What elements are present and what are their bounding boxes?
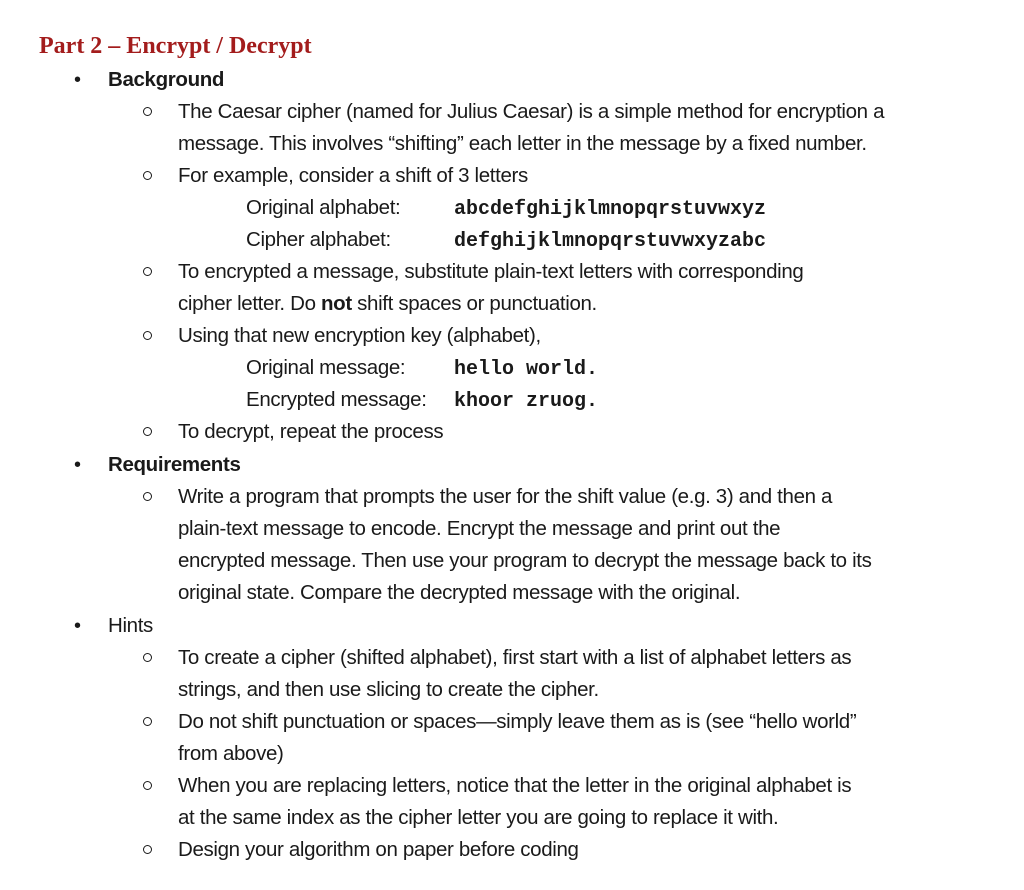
bullet-icon: •: [74, 454, 82, 476]
requirements-heading: Requirements: [108, 453, 241, 476]
hints-item-3-line-1: When you are replacing letters, notice that the letter in the original alphabet is: [178, 774, 852, 797]
original-alphabet-label: Original alphabet:: [246, 196, 401, 219]
encrypted-message-label: Encrypted message:: [246, 388, 427, 411]
circle-bullet-icon: [143, 492, 152, 501]
circle-bullet-icon: [143, 845, 152, 854]
cipher-alphabet-value: defghijklmnopqrstuvwxyzabc: [454, 230, 767, 253]
hints-item-2-line-2: from above): [178, 742, 284, 765]
requirements-item-1-line-2: plain-text message to encode. Encrypt the message and print out the: [178, 517, 781, 540]
background-heading: Background: [108, 68, 225, 91]
requirements-item-1-line-1: Write a program that prompts the user for the shift value (e.g. 3) and then a: [178, 485, 833, 508]
circle-bullet-icon: [143, 171, 152, 180]
circle-bullet-icon: [143, 267, 152, 276]
section-title: Part 2 – Encrypt / Decrypt: [39, 33, 312, 59]
encrypted-message-row: [246, 384, 598, 418]
bullet-icon: •: [74, 69, 82, 91]
bullet-icon: •: [74, 615, 82, 637]
original-alphabet-row: [246, 192, 766, 226]
original-message-label: Original message:: [246, 356, 406, 379]
hints-item-1-line-1: To create a cipher (shifted alphabet), first start with a list of alphabet letters as: [178, 646, 852, 669]
original-alphabet-value: abcdefghijklmnopqrstuvwxyz: [454, 198, 767, 221]
encrypted-message-value: khoor zruog.: [454, 390, 599, 413]
background-item-4: Using that new encryption key (alphabet),: [178, 324, 541, 347]
background-item-1-line-1: The Caesar cipher (named for Julius Caesar) is a simple method for encryption a: [178, 100, 885, 123]
background-item-5: To decrypt, repeat the process: [178, 420, 444, 443]
background-item-2: For example, consider a shift of 3 letters: [178, 164, 528, 187]
circle-bullet-icon: [143, 781, 152, 790]
hints-item-1-line-2: strings, and then use slicing to create the cipher.: [178, 678, 599, 701]
hints-item-4: Design your algorithm on paper before coding: [178, 838, 579, 861]
requirements-item-1-line-4: original state. Compare the decrypted message with the original.: [178, 581, 741, 604]
item-3-text-bold: not: [320, 292, 352, 315]
background-item-3-line-2: [178, 288, 597, 320]
circle-bullet-icon: [143, 107, 152, 116]
hints-item-2-line-1: Do not shift punctuation or spaces—simply leave them as is (see “hello world”: [178, 710, 857, 733]
item-3-text-pre: cipher letter. Do: [178, 292, 321, 315]
circle-bullet-icon: [143, 331, 152, 340]
circle-bullet-icon: [143, 427, 152, 436]
hints-item-3-line-2: at the same index as the cipher letter you are going to replace it with.: [178, 806, 779, 829]
hints-heading: Hints: [108, 614, 153, 637]
original-message-value: hello world.: [454, 358, 599, 381]
cipher-alphabet-label: Cipher alphabet:: [246, 228, 391, 251]
background-item-1-line-2: message. This involves “shifting” each letter in the message by a fixed number.: [178, 132, 867, 155]
background-item-3-line-1: To encrypted a message, substitute plain-text letters with corresponding: [178, 260, 804, 283]
item-3-text-post: shift spaces or punctuation.: [351, 292, 597, 315]
circle-bullet-icon: [143, 717, 152, 726]
requirements-item-1-line-3: encrypted message. Then use your program to decrypt the message back to its: [178, 549, 872, 572]
original-message-row: [246, 352, 598, 386]
cipher-alphabet-row: [246, 224, 766, 258]
circle-bullet-icon: [143, 653, 152, 662]
